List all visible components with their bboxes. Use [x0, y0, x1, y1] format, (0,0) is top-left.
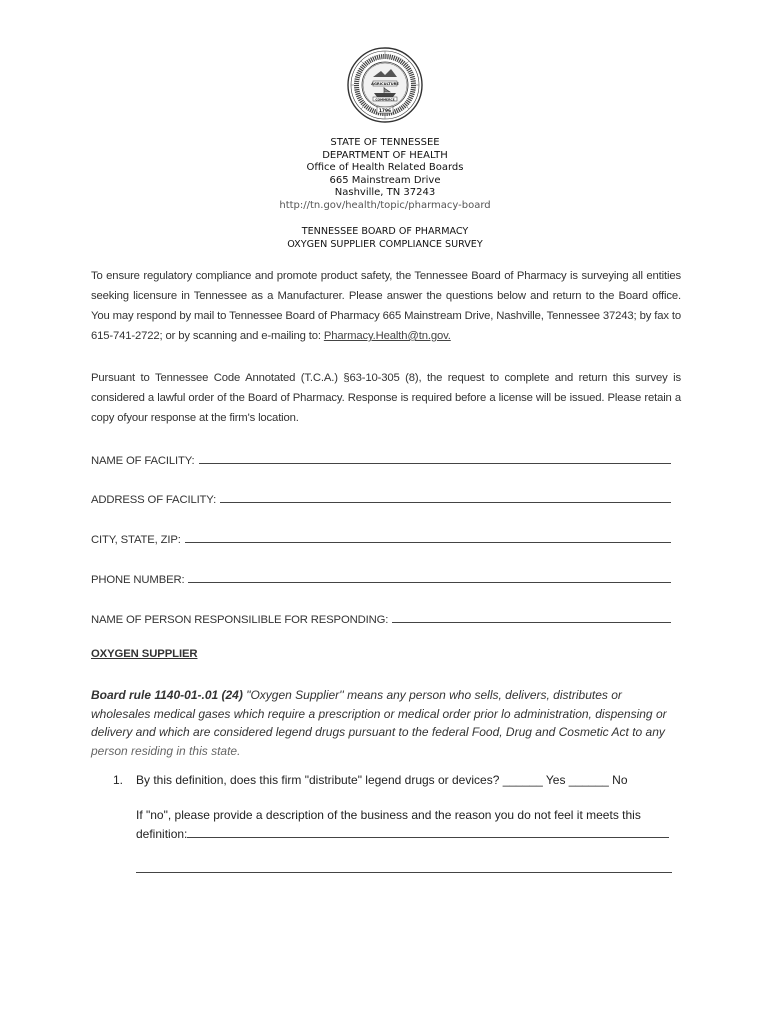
- responder-name-label: NAME OF PERSON RESPONSILIBLE FOR RESPONDING:: [91, 614, 389, 626]
- responder-name-field[interactable]: [91, 608, 681, 626]
- board-website-link[interactable]: http://tn.gov/health/topic/pharmacy-board: [279, 199, 491, 211]
- rule-text-end: person residing in this state.: [91, 743, 241, 758]
- rule-reference: Board rule 1140-01-.01 (24): [91, 688, 243, 702]
- section-title: OXYGEN SUPPLIER: [91, 648, 198, 660]
- phone-number-field[interactable]: [91, 568, 681, 586]
- department-name: DEPARTMENT OF HEALTH: [322, 149, 448, 161]
- definition-blank[interactable]: [187, 825, 669, 838]
- facility-name-label: NAME OF FACILITY:: [91, 455, 195, 467]
- tennessee-state-seal: [347, 47, 423, 123]
- question-number: 1.: [113, 773, 124, 787]
- phone-number-label: PHONE NUMBER:: [91, 574, 185, 586]
- facility-name-blank[interactable]: [199, 462, 671, 464]
- facility-address-label: ADDRESS OF FACILITY:: [91, 494, 217, 506]
- intro-text: To ensure regulatory compliance and promote product safety, the Tennessee Board of Pharmacy is surveying all entities seeking licensure in Tennessee as a Manufacturer. Please answer the questions below and return to the Board office. You may respond by mail to Tennessee Board of Pharmacy 665 Mainstream Drive, Nashville, Tennessee 37243; by fax to 615-741-2722; or by scanning and e-mailing to:: [91, 270, 681, 342]
- responder-name-blank[interactable]: [392, 621, 671, 623]
- question-text[interactable]: By this definition, does this firm "distribute" legend drugs or devices? ______ Yes ______ No: [136, 773, 628, 787]
- seal-year: 1796: [378, 109, 392, 114]
- letterhead: [0, 137, 770, 213]
- state-name: STATE OF TENNESSEE: [330, 137, 440, 148]
- facility-name-field[interactable]: [91, 449, 681, 467]
- definition-label: definition:: [136, 827, 188, 841]
- survey-title: OXYGEN SUPPLIER COMPLIANCE SURVEY: [287, 238, 483, 250]
- city-address: Nashville, TN 37243: [334, 187, 436, 199]
- rule-definition: [91, 686, 671, 760]
- question-1-followup: [136, 806, 676, 844]
- intro-paragraph: [91, 266, 681, 346]
- office-name: Office of Health Related Boards: [306, 162, 464, 174]
- seal-commerce-text: COMMERCE: [375, 97, 395, 102]
- board-name: TENNESSEE BOARD OF PHARMACY: [301, 226, 469, 237]
- email-link[interactable]: Pharmacy.Health@tn.gov.: [323, 330, 451, 342]
- street-address: 665 Mainstream Drive: [329, 174, 441, 186]
- followup-text: If "no", please provide a description of the business and the reason you do not feel it meets this: [136, 808, 641, 822]
- facility-address-blank[interactable]: [220, 501, 671, 503]
- city-state-zip-field[interactable]: [91, 528, 681, 546]
- definition-blank-line-2[interactable]: [136, 872, 672, 873]
- facility-address-field[interactable]: [91, 488, 681, 506]
- city-state-zip-blank[interactable]: [185, 541, 671, 543]
- city-state-zip-label: CITY, STATE, ZIP:: [91, 534, 181, 546]
- seal-agriculture-text: AGRICULTURE: [371, 82, 399, 86]
- rule-text: "Oxygen Supplier'' means any person who sells, delivers, distributes or wholesales medical gases which require a prescription or medical order prior lo administration, dispensing or delivery and which are considered legend drugs pursuant to the federal Food, Drug and Cosmetic Act to any: [91, 688, 667, 740]
- legal-notice-paragraph: Pursuant to Tennessee Code Annotated (T.C.A.) §63-10-305 (8), the request to complete and return this survey is considered a lawful order of the Board of Pharmacy. Response is required before a license will be issued. Please retain a copy ofyour response at the firm's location.: [91, 372, 681, 424]
- survey-heading: [0, 226, 770, 251]
- phone-number-blank[interactable]: [188, 581, 671, 583]
